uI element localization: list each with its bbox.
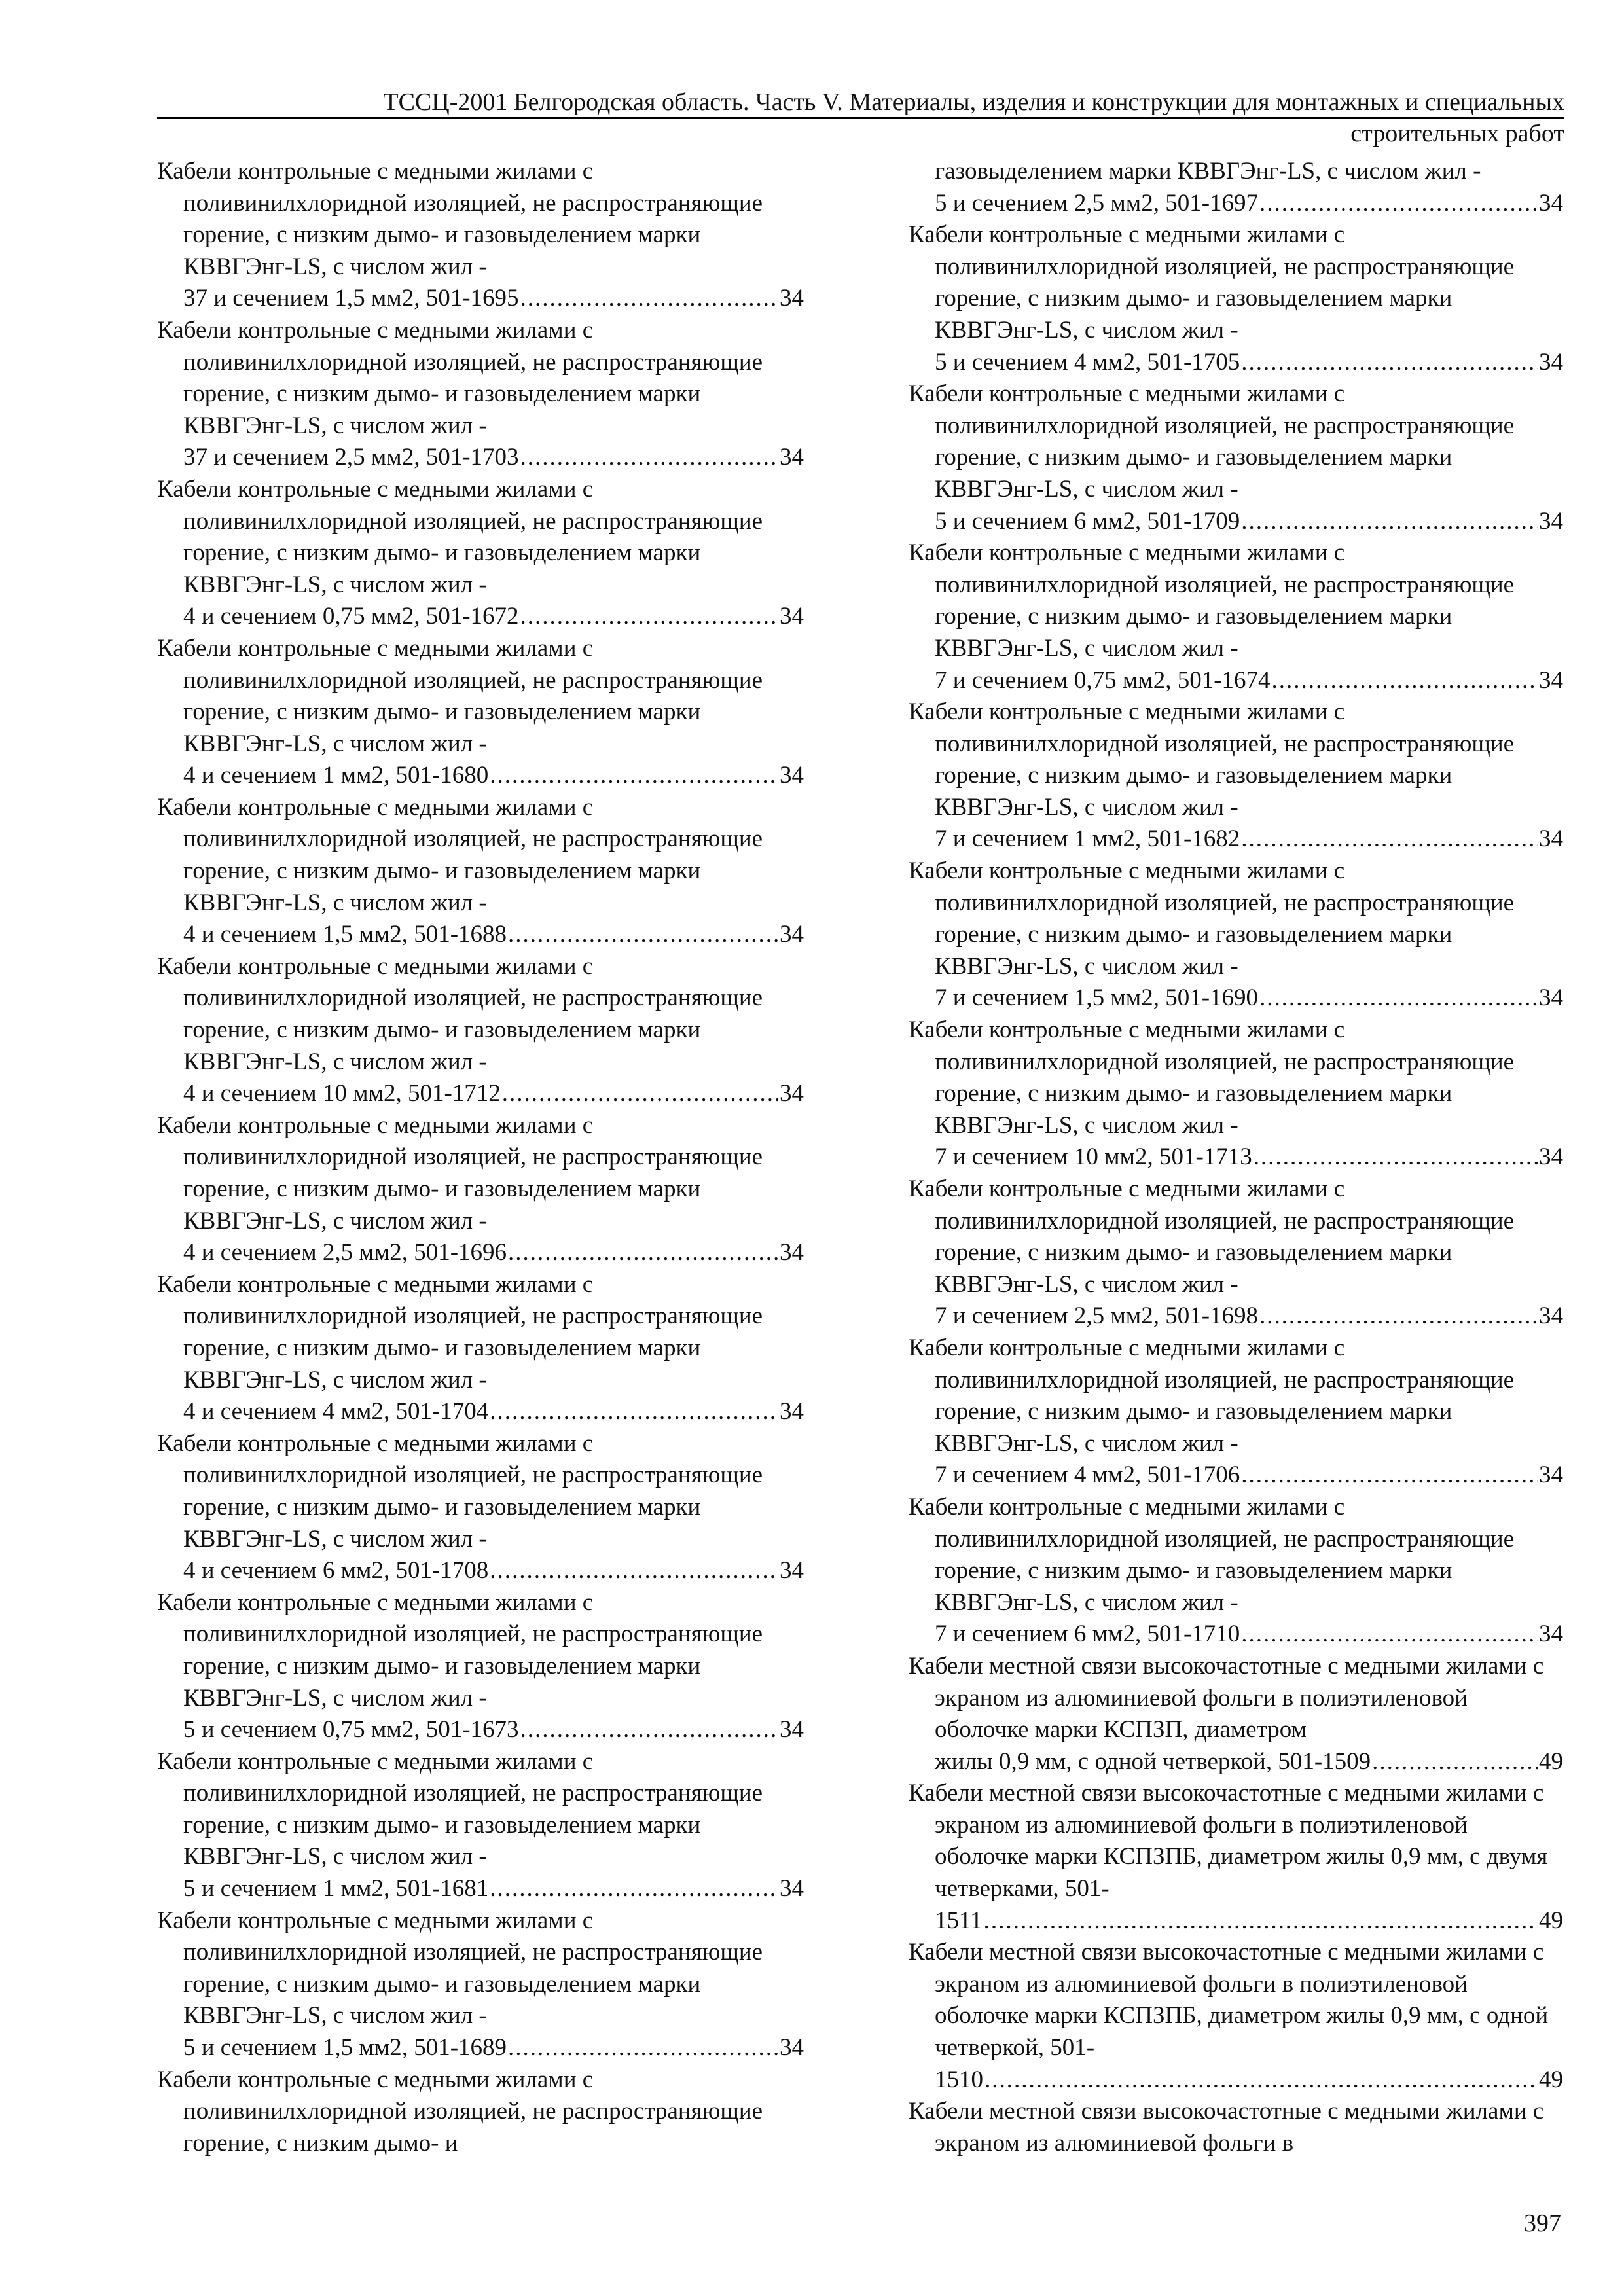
- entry-tail-row: [183, 601, 804, 633]
- dot-leader: [1241, 347, 1538, 379]
- dot-leader: [520, 1714, 778, 1746]
- entry-tail-row: [935, 1905, 1563, 1937]
- entry-page-number: 49: [1539, 1748, 1563, 1775]
- entry-code: 1511: [935, 1907, 983, 1934]
- entry-page-number: 34: [780, 1239, 804, 1266]
- index-column-left: [157, 156, 804, 2159]
- entry-description: Кабели контрольные с медными жилами с поливинилхлоридной изоляцией, не распространяющие горение, с низким дымо- и газовыделением марки КВВГЭнг-LS, с числом жил -: [157, 1270, 763, 1393]
- entry-code: 4 и сечением 6 мм2, 501-1708: [183, 1557, 489, 1585]
- entry-code: 7 и сечением 1,5 мм2, 501-1690: [935, 984, 1259, 1012]
- entry-tail-row: [183, 1078, 804, 1110]
- entry-page-number: 34: [780, 1557, 804, 1585]
- index-entry: [157, 1746, 804, 1905]
- entry-tail-row: [935, 506, 1563, 538]
- index-entry-trailing: Кабели местной связи высокочастотные с медными жилами с экраном из алюминиевой фольги в: [909, 2098, 1544, 2157]
- entry-tail-row: [183, 919, 804, 951]
- dot-leader: [502, 1078, 778, 1110]
- entry-page-number: 34: [780, 603, 804, 630]
- entry-description: Кабели контрольные с медными жилами с поливинилхлоридной изоляцией, не распространяющие горение, с низким дымо- и газовыделением марки КВВГЭнг-LS, с числом жил -: [157, 158, 763, 280]
- dot-leader: [508, 2032, 778, 2064]
- entry-code: 1510: [935, 2066, 983, 2093]
- entry-code: 5 и сечением 1,5 мм2, 501-1689: [183, 2034, 507, 2062]
- dot-leader: [1272, 665, 1538, 697]
- entry-code: 7 и сечением 1 мм2, 501-1682: [935, 825, 1240, 853]
- dot-leader: [1259, 1300, 1538, 1333]
- entry-description: Кабели контрольные с медными жилами с поливинилхлоридной изоляцией, не распространяющие горение, с низким дымо- и газовыделением марки КВВГЭнг-LS, с числом жил -: [909, 857, 1515, 980]
- entry-tail-row: [935, 2064, 1563, 2096]
- entry-description: Кабели контрольные с медными жилами с поливинилхлоридной изоляцией, не распространяющие горение, с низким дымо- и газовыделением марки КВВГЭнг-LS, с числом жил -: [157, 1907, 763, 2030]
- entry-page-number: 34: [1539, 825, 1563, 853]
- dot-leader: [520, 442, 778, 474]
- entry-page-number: 34: [1539, 1143, 1563, 1171]
- dot-leader: [1241, 506, 1538, 538]
- entry-description: Кабели контрольные с медными жилами с поливинилхлоридной изоляцией, не распространяющие горение, с низким дымо- и газовыделением марки КВВГЭнг-LS, с числом жил -: [157, 634, 763, 757]
- index-entry: [909, 855, 1563, 1014]
- entry-tail-row: [935, 1141, 1563, 1174]
- dot-leader: [490, 1555, 778, 1587]
- dot-leader: [490, 1396, 778, 1428]
- entry-description: Кабели контрольные с медными жилами с поливинилхлоридной изоляцией, не распространяющие горение, с низким дымо- и газовыделением марки КВВГЭнг-LS, с числом жил -: [157, 793, 763, 916]
- entry-page-number: 34: [1539, 348, 1563, 376]
- entry-page-number: 34: [780, 1398, 804, 1426]
- entry-code: 5 и сечением 4 мм2, 501-1705: [935, 348, 1240, 376]
- index-entry: [157, 315, 804, 474]
- entry-description: Кабели контрольные с медными жилами с поливинилхлоридной изоляцией, не распространяющие горение, с низким дымо- и газовыделением марки КВВГЭнг-LS, с числом жил -: [909, 380, 1515, 503]
- dot-leader: [490, 1873, 778, 1905]
- dot-leader: [1241, 1619, 1538, 1651]
- index-entry: [157, 792, 804, 951]
- entry-description: Кабели контрольные с медными жилами с поливинилхлоридной изоляцией, не распространяющие горение, с низким дымо- и газовыделением марки КВВГЭнг-LS, с числом жил -: [157, 316, 763, 439]
- dot-leader: [1259, 982, 1538, 1014]
- entry-description: Кабели контрольные с медными жилами с поливинилхлоридной изоляцией, не распространяющие горение, с низким дымо- и газовыделением марки КВВГЭнг-LS, с числом жил -: [909, 1334, 1515, 1457]
- header-title: ТССЦ-2001 Белгородская область. Часть V. Материалы, изделия и конструкции для монтажных и специальных: [383, 88, 1564, 116]
- running-header: [157, 87, 1564, 147]
- entry-page-number: 34: [780, 285, 804, 312]
- index-entry: [909, 1174, 1563, 1333]
- entry-code: 7 и сечением 10 мм2, 501-1713: [935, 1143, 1252, 1171]
- entry-page-number: 34: [1539, 1302, 1563, 1330]
- index-entry: [909, 1937, 1563, 2096]
- entry-tail-row: [183, 1396, 804, 1428]
- entry-tail-row: [183, 1714, 804, 1746]
- entry-page-number: 34: [1539, 984, 1563, 1012]
- index-entry: [157, 156, 804, 315]
- entry-description: Кабели контрольные с медными жилами с поливинилхлоридной изоляцией, не распространяющие горение, с низким дымо- и газовыделением марки КВВГЭнг-LS, с числом жил -: [157, 1111, 763, 1234]
- index-entry: [909, 1778, 1563, 1937]
- entry-tail-row: [183, 283, 804, 315]
- entry-tail-row: [183, 1237, 804, 1269]
- entry-page-number: 49: [1539, 2066, 1563, 2093]
- entry-code: 7 и сечением 2,5 мм2, 501-1698: [935, 1302, 1259, 1330]
- entry-tail-row: [935, 347, 1563, 379]
- dot-leader: [508, 919, 778, 951]
- entry-tail-row: [935, 188, 1563, 220]
- entry-description: Кабели контрольные с медными жилами с поливинилхлоридной изоляцией, не распространяющие горение, с низким дымо- и газовыделением марки КВВГЭнг-LS, с числом жил -: [909, 539, 1515, 662]
- entry-description: Кабели местной связи высокочастотные с медными жилами с экраном из алюминиевой фольги в полиэтиленовой оболочке марки КСПЗП, диаметром: [909, 1652, 1544, 1744]
- entry-code: 7 и сечением 4 мм2, 501-1706: [935, 1462, 1240, 1489]
- index-entry: [157, 1110, 804, 1269]
- entry-code: 4 и сечением 1 мм2, 501-1680: [183, 762, 489, 789]
- index-entry: [909, 537, 1563, 696]
- index-entry: [909, 696, 1563, 855]
- entry-tail-row: [183, 1873, 804, 1905]
- index-entry: [909, 219, 1563, 378]
- dot-leader: [490, 760, 778, 792]
- index-entry-trailing: Кабели контрольные с медными жилами с поливинилхлоридной изоляцией, не распространяющие горение, с низким дымо- и: [157, 2066, 763, 2157]
- entry-description: Кабели контрольные с медными жилами с поливинилхлоридной изоляцией, не распространяющие горение, с низким дымо- и газовыделением марки КВВГЭнг-LS, с числом жил -: [909, 1493, 1515, 1616]
- entry-tail-row: [183, 760, 804, 792]
- entry-code: 7 и сечением 6 мм2, 501-1710: [935, 1621, 1240, 1648]
- entry-code: жилы 0,9 мм, с одной четверкой, 501-1509: [935, 1748, 1371, 1775]
- dot-leader: [508, 1237, 778, 1269]
- index-entry: [909, 1014, 1563, 1174]
- entry-tail-row: [935, 1460, 1563, 1492]
- entry-page-number: 34: [780, 1875, 804, 1903]
- entry-description: Кабели местной связи высокочастотные с медными жилами с экраном из алюминиевой фольги в полиэтиленовой оболочке марки КСПЗПБ, диаметром жилы 0,9 мм, с двумя четверками, 501-: [909, 1780, 1548, 1903]
- entry-page-number: 34: [780, 1080, 804, 1107]
- index-entry: [157, 1905, 804, 2064]
- entry-page-number: 34: [1539, 189, 1563, 217]
- header-title-continued: строительных работ: [1350, 120, 1564, 147]
- entry-page-number: 34: [1539, 1621, 1563, 1648]
- entry-page-number: 34: [1539, 507, 1563, 535]
- entry-page-number: 34: [780, 921, 804, 948]
- entry-description: Кабели контрольные с медными жилами с поливинилхлоридной изоляцией, не распространяющие горение, с низким дымо- и газовыделением марки КВВГЭнг-LS, с числом жил -: [157, 475, 763, 598]
- index-entry: [909, 378, 1563, 537]
- entry-page-number: 49: [1539, 1907, 1563, 1934]
- dot-leader: [1254, 1141, 1538, 1174]
- entry-tail-row: [935, 823, 1563, 855]
- entry-tail-row: [183, 2032, 804, 2064]
- entry-code: 37 и сечением 2,5 мм2, 501-1703: [183, 444, 519, 471]
- entry-description: Кабели контрольные с медными жилами с поливинилхлоридной изоляцией, не распространяющие горение, с низким дымо- и газовыделением марки КВВГЭнг-LS, с числом жил -: [157, 1429, 763, 1552]
- page-number: 397: [1524, 2210, 1561, 2237]
- dot-leader: [1372, 1746, 1538, 1778]
- index-column-right: [909, 156, 1563, 2159]
- entry-description: Кабели местной связи высокочастотные с медными жилами с экраном из алюминиевой фольги в полиэтиленовой оболочке марки КСПЗПБ, диаметром жилы 0,9 мм, с одной четверкой, 501-: [909, 1939, 1549, 2062]
- index-entry: [909, 1333, 1563, 1492]
- entry-description: Кабели контрольные с медными жилами с поливинилхлоридной изоляцией, не распространяющие горение, с низким дымо- и газовыделением марки КВВГЭнг-LS, с числом жил -: [909, 1175, 1515, 1298]
- entry-tail-row: [935, 1300, 1563, 1333]
- entry-page-number: 34: [780, 2034, 804, 2062]
- index-entry: [157, 1428, 804, 1587]
- index-entry: [909, 1492, 1563, 1651]
- entry-code: 5 и сечением 0,75 мм2, 501-1673: [183, 1716, 519, 1744]
- entry-code: 4 и сечением 4 мм2, 501-1704: [183, 1398, 489, 1426]
- entry-code: 37 и сечением 1,5 мм2, 501-1695: [183, 285, 519, 312]
- dot-leader: [1241, 823, 1538, 855]
- index-entry-continuation: [909, 156, 1563, 219]
- entry-description: Кабели контрольные с медными жилами с поливинилхлоридной изоляцией, не распространяющие горение, с низким дымо- и газовыделением марки КВВГЭнг-LS, с числом жил -: [909, 221, 1515, 344]
- entry-code: 5 и сечением 6 мм2, 501-1709: [935, 507, 1240, 535]
- dot-leader: [520, 601, 778, 633]
- dot-leader: [520, 283, 778, 315]
- dot-leader: [984, 1905, 1538, 1937]
- index-entry: [157, 474, 804, 633]
- entry-tail-row: [935, 665, 1563, 697]
- entry-tail-row: [935, 1619, 1563, 1651]
- index-entry: [157, 1269, 804, 1428]
- entry-description: Кабели контрольные с медными жилами с поливинилхлоридной изоляцией, не распространяющие горение, с низким дымо- и газовыделением марки КВВГЭнг-LS, с числом жил -: [157, 1588, 763, 1712]
- entry-code: 4 и сечением 0,75 мм2, 501-1672: [183, 603, 519, 630]
- entry-description: Кабели контрольные с медными жилами с поливинилхлоридной изоляцией, не распространяющие горение, с низким дымо- и газовыделением марки КВВГЭнг-LS, с числом жил -: [157, 952, 763, 1075]
- dot-leader: [1259, 188, 1538, 220]
- entry-code: 4 и сечением 2,5 мм2, 501-1696: [183, 1239, 507, 1266]
- entry-description: Кабели контрольные с медными жилами с поливинилхлоридной изоляцией, не распространяющие горение, с низким дымо- и газовыделением марки КВВГЭнг-LS, с числом жил -: [157, 1748, 763, 1871]
- entry-description: Кабели контрольные с медными жилами с поливинилхлоридной изоляцией, не распространяющие горение, с низким дымо- и газовыделением марки КВВГЭнг-LS, с числом жил -: [909, 698, 1515, 821]
- entry-code: 4 и сечением 10 мм2, 501-1712: [183, 1080, 501, 1107]
- entry-tail-row: [935, 1746, 1563, 1778]
- entry-code: 5 и сечением 1 мм2, 501-1681: [183, 1875, 489, 1903]
- entry-code: 5 и сечением 2,5 мм2, 501-1697: [935, 189, 1259, 217]
- entry-description: Кабели контрольные с медными жилами с поливинилхлоридной изоляцией, не распространяющие горение, с низким дымо- и газовыделением марки КВВГЭнг-LS, с числом жил -: [909, 1016, 1515, 1139]
- entry-code: 7 и сечением 0,75 мм2, 501-1674: [935, 666, 1271, 694]
- index-entry: [909, 1651, 1563, 1778]
- entry-page-number: 34: [780, 762, 804, 789]
- entry-page-number: 34: [780, 444, 804, 471]
- index-entry: [157, 1587, 804, 1746]
- entry-tail-row: [935, 982, 1563, 1014]
- entry-description: газовыделением марки КВВГЭнг-LS, с числом жил -: [935, 158, 1481, 185]
- dot-leader: [1241, 1460, 1538, 1492]
- entry-page-number: 34: [1539, 1462, 1563, 1489]
- entry-code: 4 и сечением 1,5 мм2, 501-1688: [183, 921, 507, 948]
- entry-page-number: 34: [780, 1716, 804, 1744]
- index-entry: [157, 951, 804, 1110]
- entry-tail-row: [183, 1555, 804, 1587]
- dot-leader: [984, 2064, 1538, 2096]
- entry-page-number: 34: [1539, 666, 1563, 694]
- index-entry: [157, 633, 804, 792]
- entry-tail-row: [183, 442, 804, 474]
